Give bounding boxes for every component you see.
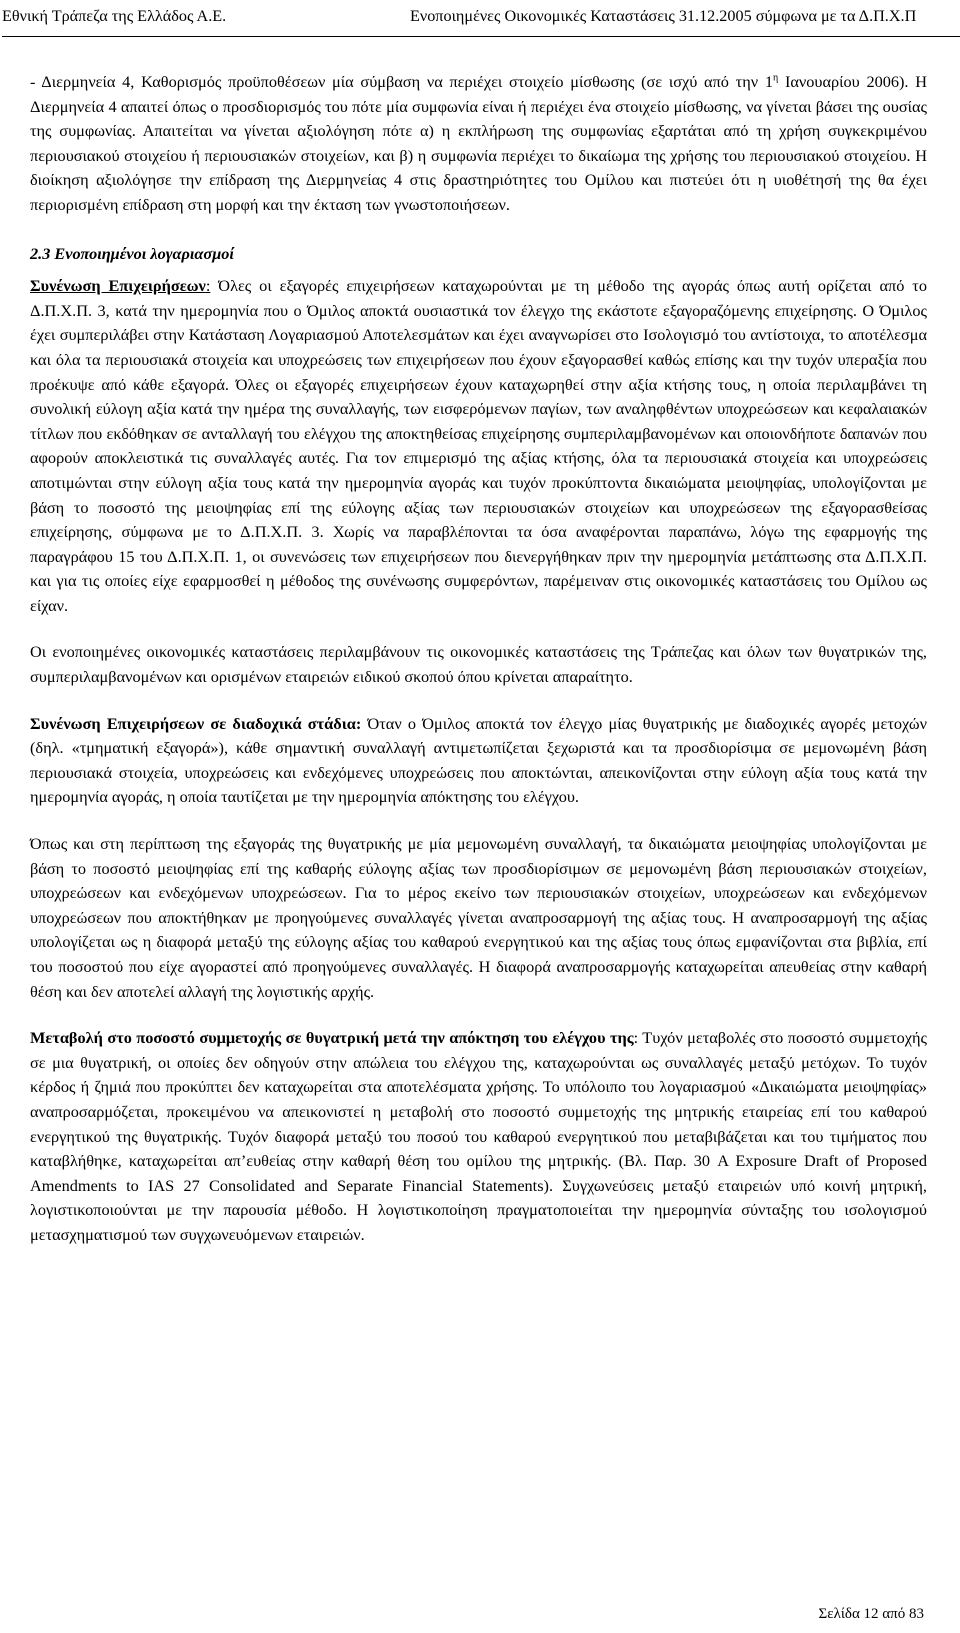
paragraph-ownership-change: Μεταβολή στο ποσοστό συμμετοχής σε θυγατρική μετά την απόκτηση του ελέγχου της: Τυχόν μεταβολές στο ποσοστό συμμετοχής σε μια θυγατρική, οι οποίες δεν οδηγούν στην απώλεια του ελέγχου της, καταχωρούνται ως συναλλαγές μεταξύ μετόχων. Το τυχόν κέρδος ή ζημιά που προκύπτει δεν καταχωρείται στα αποτελέσματα χρήσης. Το υπόλοιπο του λογαριασμού «Δικαιώματα μειοψηφίας» αναπροσαρμόζεται, προκειμένου να απεικονιστεί η μεταβολή στο ποσοστό συμμετοχής της μητρικής εταιρείας επί του καθαρού ενεργητικού της θυγατρικής. Τυχόν διαφορά μεταξύ του ποσού του καθαρού ενεργητικού που μεταβιβάζεται και του τιμήματος που καταβλήθηκε, καταχωρείται απ’ευθείας στην καθαρή θέση του ομίλου της μητρικής. (Βλ. Παρ. 30 A Exposure Draft of Proposed Amendments to IAS 27 Consolidated and Separate Financial Statements). Συγχωνεύσεις μεταξύ εταιρειών υπό κοινή μητρική, λογιστικοποιούνται με την παρουσία μέθοδο. Η λογιστικοποίηση πραγματοποιείται την ημερομηνία σύνταξης του ισολογισμού μετασχηματισμού των συγχωνευόμενων εταιρειών. (30, 1028, 927, 1244)
document-body (30, 70, 927, 1248)
header-document-title: Ενοποιημένες Οικονομικές Καταστάσεις 31.12.2005 σύμφωνα με τα Δ.Π.Χ.Π (410, 7, 917, 25)
header-rule (2, 36, 960, 37)
paragraph-consolidated-statements: Οι ενοποιημένες οικονομικές καταστάσεις περιλαμβάνουν τις οικονομικές καταστάσεις της Τράπεζας και όλων των θυγατρικών της, συμπεριλαμβανομένων και ορισμένων εταιρειών ειδικού σκοπού όπου κρίνεται απαραίτητο. (30, 642, 927, 687)
paragraph-minority-interests: Όπως και στη περίπτωση της εξαγοράς της θυγατρικής με μία μεμονωμένη συναλλαγή, τα δικαιώματα μειοψηφίας υπολογίζονται με βάση το ποσοστό μειοψηφίας επί της καθαρής εύλογης αξίας των προσδιορίσιμων σε μεμονωμένη βάση περιουσιακών στοιχείων, υποχρεώσεων και ενδεχόμενων υποχρεώσεων. Για το μέρος εκείνο των περιουσιακών στοιχείων, υποχρεώσεων και ενδεχόμενων υποχρεώσεων που αποκτήθηκαν με προηγούμενες συναλλαγές γίνεται αναπροσαρμογή της αξίας τους. Η αναπροσαρμογή της αξίας υπολογίζεται ως η διαφορά μεταξύ της εύλογης αξίας του καθαρού ενεργητικού και της αξίας τους όπως εμφανίζονται στα βιβλία, επί του ποσοστού που είχε αγοραστεί από προηγούμενες συναλλαγές. Η διαφορά αναπροσαρμογής καταχωρείται απευθείας στην καθαρή θέση και δεν αποτελεί αλλαγή της λογιστικής αρχής. (30, 834, 927, 1001)
header-bank-name: Εθνική Τράπεζα της Ελλάδος Α.Ε. (2, 7, 227, 25)
section-title: 2.3 Ενοποιημένοι λογαριασμοί (30, 243, 234, 263)
page-header (2, 6, 960, 26)
paragraph-business-combination: Συνένωση Επιχειρήσεων: Όλες οι εξαγορές επιχειρήσεων καταχωρούνται με τη μέθοδο της αγοράς όπως αυτή ορίζεται από το Δ.Π.Χ.Π. 3, κατά την ημερομηνία που ο Όμιλος αποκτά ουσιαστικά τον έλεγχο της εκάστοτε εξαγοραζόμενης επιχείρησης. Ο Όμιλος έχει συμπεριλάβει στην Κατάσταση Λογαριασμού Αποτελεσμάτων και έχει αναγνωρίσει στο Ισολογισμό του αντίστοιχα, το αποτέλεσμα και όλα τα περιουσιακά στοιχεία και υποχρεώσεις των επιχειρήσεων που έχουν εξαγορασθεί καθώς επίσης και την τυχόν υπεραξία που προέκυψε από κάθε εξαγορά. Όλες οι εξαγορές επιχειρήσεων έχουν καταχωρηθεί στην αξία κτήσης τους, η οποία περιλαμβάνει τη συνολική εύλογη αξία κατά την ημέρα της συναλλαγής, των εισφερόμενων παγίων, των αναληφθέντων υποχρεώσεων και κεφαλαιακών τίτλων που εκδόθηκαν σε ανταλλαγή του ελέγχου της αποκτηθείσας επιχείρησης συμπεριλαμβανομένων και οποιονδήποτε δαπανών που αφορούν αποκλειστικά τις συναλλαγές αυτές. Για τον επιμερισμό της αξίας κτήσης, όλα τα περιουσιακά στοιχεία και υποχρεώσεις αποτιμώνται στην εύλογη αξία τους κατά την ημερομηνία αγοράς και τυχόν προκύπτοντα δικαιώματα μειοψηφίας, υπολογίζονται με βάση το ποσοστό της μειοψηφίας επί της εύλογης αξίας των περιουσιακών στοιχείων και υποχρεώσεων της εξαγορασθείσας επιχείρησης, σύμφωνα με το Δ.Π.Χ.Π. 3. Χωρίς να παραβλέπονται τα όσα αναφέρονται παραπάνω, λόγω της εφαρμογής της παραγράφου 15 του Δ.Π.Χ.Π. 1, οι συνενώσεις των επιχειρήσεων που διενεργήθηκαν πριν την ημερομηνία μετάπτωσης στα Δ.Π.Χ.Π. και για τις οποίες είχε εφαρμοσθεί η μέθοδος της συνένωσης συμφερόντων, παρέμειναν στις οικονομικές καταστάσεις του Ομίλου ως είχαν. (30, 276, 927, 615)
page-number: Σελίδα 12 από 83 (818, 1606, 924, 1622)
paragraph-heading: Μεταβολή στο ποσοστό συμμετοχής σε θυγατρική μετά την απόκτηση του ελέγχου της (30, 1028, 634, 1048)
paragraph-heading: Συνένωση Επιχειρήσεων (30, 276, 206, 296)
paragraph-stepwise-combination: Συνένωση Επιχειρήσεων σε διαδοχικά στάδια: Όταν ο Όμιλος αποκτά τον έλεγχο μίας θυγατρικής με διαδοχικές αγορές μετοχών (δηλ. «τμηματική εξαγορά»), κάθε σημαντική συναλλαγή αντιμετωπίζεται ξεχωριστά και τα προσδιορίσιμα σε μεμονωμένη βάση περιουσιακά στοιχεία, υποχρεώσεις και ενδεχόμενες υποχρεώσεις που αποκτώνται, απεικονίζονται στην εύλογη αξία τους κατά την ημερομηνία αγοράς, η οποία ταυτίζεται με την ημερομηνία απόκτησης του ελέγχου. (30, 713, 928, 807)
paragraph-heading: Συνένωση Επιχειρήσεων σε διαδοχικά στάδια: (30, 713, 362, 733)
paragraph-interpretation-4: - Διερμηνεία 4, Καθορισμός προϋποθέσεων μία σύμβαση να περιέχει στοιχείο μίσθωσης (σε ισχύ από την $1^\eta$ Ιανουαρίου 2006). Η Διερμηνεία 4 απαιτεί όπως ο προσδιορισμός του πότε μία συμφωνία είναι ή περιέχει ένα στοιχείο μίσθωσης, να γίνεται βάσει της ουσίας της συμφωνίας. Απαιτείται να γίνεται αξιολόγηση πότε α) η εκπλήρωση της συμφωνίας εξαρτάται από τη χρήση συγκεκριμένου περιουσιακού στοιχείου ή περιουσιακών στοιχείων, και β) η συμφωνία περιέχει το δικαίωμα της χρήσης του περιουσιακού στοιχείου. Η διοίκηση αξιολόγησε την επίδραση της Διερμηνείας 4 στις δραστηριότητες του Ομίλου και πιστεύει ότι η υιοθέτησή της θα έχει περιορισμένη επίδραση στη μορφή και την έκταση των γνωστοποιήσεων. (30, 72, 927, 214)
